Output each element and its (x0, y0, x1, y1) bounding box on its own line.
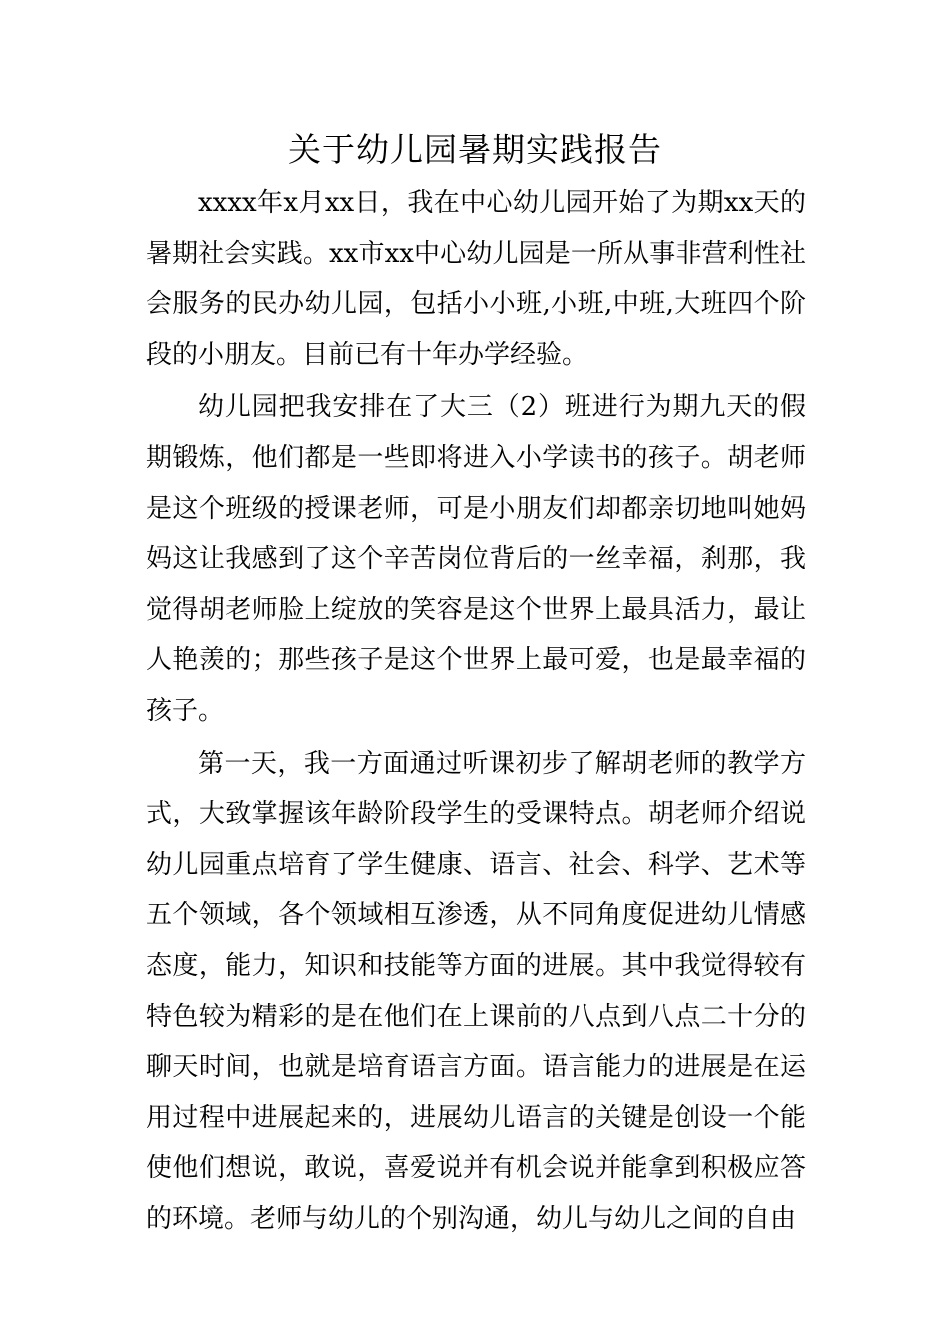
paragraph-1: xxxx年x月xx日，我在中心幼儿园开始了为期xx天的暑期社会实践。xx市xx中心幼儿园是一所从事非营利性社会服务的民办幼儿园，包括小小班,小班,中班,大班四个阶段的小朋友。目前已有十年办学经验。 (146, 188, 806, 370)
document-title: 关于幼儿园暑期实践报告 (288, 130, 662, 169)
paragraph-3: 第一天，我一方面通过听课初步了解胡老师的教学方式，大致掌握该年龄阶段学生的受课特点。胡老师介绍说幼儿园重点培育了学生健康、语言、社会、科学、艺术等五个领域，各个领域相互渗透，从不同角度促进幼儿情感态度，能力，知识和技能等方面的进展。其中我觉得较有特色较为精彩的是在他们在上课前的八点到八点二十分的聊天时间，也就是培育语言方面。语言能力的进展是在运用过程中进展起来的，进展幼儿语言的关键是创设一个能使他们想说，敢说，喜爱说并有机会说并能拿到积极应答的环境。老师与幼儿的个别沟通，幼儿与幼儿之间的自由 (146, 748, 806, 1234)
document-body (146, 178, 806, 1244)
paragraph-2: 幼儿园把我安排在了大三（2）班进行为期九天的假期锻炼，他们都是一些即将进入小学读书的孩子。胡老师是这个班级的授课老师，可是小朋友们却都亲切地叫她妈妈这让我感到了这个辛苦岗位背后的一丝幸福，刹那，我觉得胡老师脸上绽放的笑容是这个世界上最具活力，最让人艳羡的；那些孩子是这个世界上最可爱，也是最幸福的孩子。 (146, 392, 806, 726)
